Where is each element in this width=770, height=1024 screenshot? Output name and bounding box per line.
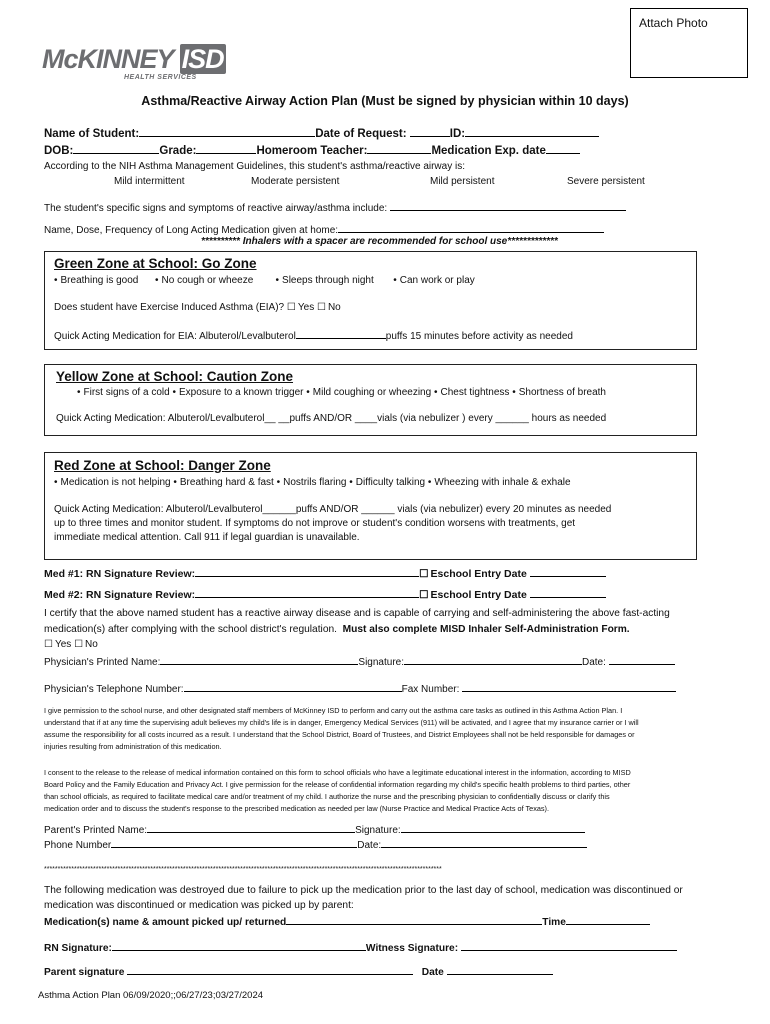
consent-2-line: medication order and to discuss the student's response to the prescribed medication as needed per law (Nurse Practice and Medical Practice Acts of Texas). [44, 804, 550, 813]
med1-eschool-date-field[interactable] [530, 566, 606, 577]
long-acting-label: Name, Dose, Frequency of Long Acting Medication given at home: [44, 225, 339, 236]
parent-name-field[interactable] [147, 822, 355, 833]
certify-line-2 [44, 624, 630, 635]
severity-option-moderate-persistent[interactable]: Moderate persistent [251, 176, 340, 187]
form-title: Asthma/Reactive Airway Action Plan (Must be signed by physician within 10 days) [141, 94, 629, 108]
destroyed-line-1: The following medication was destroyed due to failure to pick up the medication prior to the last day of school, medication was discontinued or [44, 885, 683, 896]
med1-signature-row [44, 566, 606, 580]
consent-1-line: injuries resulting from administration of this medication. [44, 742, 222, 751]
physician-phone-label: Physician's Telephone Number: [44, 684, 184, 695]
destroyed-date-field[interactable] [447, 964, 553, 975]
certify-yes-no [44, 639, 98, 650]
parent-name-label: Parent's Printed Name: [44, 825, 148, 836]
yellow-medication-line: Quick Acting Medication: Albuterol/Levalbuterol__ __puffs AND/OR ____vials (via nebulizer ) every ______ hours as needed [56, 413, 607, 424]
green-zone [44, 251, 697, 350]
eia-yes-checkbox[interactable]: ☐ Yes [287, 302, 314, 313]
yellow-bullet: • First signs of a cold [77, 387, 170, 398]
red-bullet: • Wheezing with inhale & exhale [428, 477, 571, 488]
time-label: Time [542, 917, 566, 928]
picked-up-row [44, 914, 650, 928]
student-name-label: Name of Student: [44, 128, 140, 140]
physician-name-label: Physician's Printed Name: [44, 657, 161, 668]
yellow-bullet-row [77, 387, 606, 398]
physician-date-label: Date: [582, 657, 606, 668]
eia-no-checkbox[interactable]: ☐ No [317, 302, 341, 313]
fax-label: Fax Number: [401, 684, 460, 695]
med2-signature-row [44, 587, 606, 601]
med2-label: Med #2: RN Signature Review: [44, 589, 196, 601]
date-request-label: Date of Request: [315, 128, 407, 140]
grade-label: Grade: [159, 145, 197, 157]
parent-phone-field[interactable] [111, 837, 357, 848]
physician-signature-label: Signature: [358, 657, 404, 668]
parent-sig-label: Parent signature [44, 967, 125, 978]
green-zone-title: Green Zone at School: Go Zone [54, 256, 257, 271]
parent-name-row [44, 822, 585, 836]
physician-name-field[interactable] [160, 654, 358, 665]
logo-isd: ISD [181, 44, 224, 74]
date-request-field[interactable] [410, 126, 450, 137]
signs-row [44, 200, 626, 214]
med1-label: Med #1: RN Signature Review: [44, 568, 196, 580]
certify-no-checkbox[interactable]: ☐ No [74, 639, 98, 650]
physician-name-row [44, 654, 675, 668]
med2-eschool-date-field[interactable] [530, 587, 606, 598]
rn-signature-field[interactable] [112, 940, 366, 951]
red-bullet: • Nostrils flaring [277, 477, 347, 488]
fax-field[interactable] [462, 681, 676, 692]
logo-text: McKINNEY [42, 44, 174, 74]
med1-signature-field[interactable] [195, 566, 419, 577]
certify-line-1: I certify that the above named student has a reactive airway disease and is capable of carrying and self-administering the above fast-acting [44, 608, 670, 619]
severity-option-mild-intermittent[interactable]: Mild intermittent [114, 176, 185, 187]
consent-2-line: I consent to the release to the release of medical information contained on this form to school officials who have a legitimate educational interest in the information, according to MISD [44, 768, 631, 777]
yellow-bullet: • Shortness of breath [512, 387, 606, 398]
parent-signature-label: Signature: [355, 825, 401, 836]
consent-2-line: Board Policy and the Family Education and Privacy Act. I give permission for the release of confidential information regarding my child's specific health problems to third parties, other [44, 780, 631, 789]
yellow-bullet: • Exposure to a known trigger [172, 387, 303, 398]
parent-phone-row [44, 837, 587, 851]
med2-eschool-checkbox[interactable]: ☐ Eschool Entry Date [419, 589, 527, 601]
student-name-row [44, 126, 599, 140]
red-bullet: • Medication is not helping [54, 477, 171, 488]
parent-phone-label: Phone Number [44, 840, 112, 851]
red-bullet: • Breathing hard & fast [173, 477, 273, 488]
physician-phone-field[interactable] [184, 681, 402, 692]
destroyed-line-2: medication was discontinued or medication was picked up by parent: [44, 900, 354, 911]
physician-signature-field[interactable] [404, 654, 582, 665]
consent-1-line: I give permission to the school nurse, and other designated staff members of McKinney ISD to perform and carry out the asthma care tasks as outlined in this Asthma Action Plan. I [44, 706, 623, 715]
red-zone [44, 452, 697, 560]
time-field[interactable] [566, 914, 650, 925]
student-name-field[interactable] [139, 126, 315, 137]
physician-phone-row [44, 681, 676, 695]
certify-form-note: Must also complete MISD Inhaler Self-Administration Form. [342, 624, 630, 635]
teacher-field[interactable] [367, 143, 431, 154]
consent-paragraph-1 [44, 705, 724, 753]
green-bullet: • No cough or wheeze [155, 275, 253, 286]
yellow-bullet: • Chest tightness [434, 387, 509, 398]
dob-label: DOB: [44, 145, 74, 157]
eia-medication-suffix: puffs 15 minutes before activity as needed [385, 331, 573, 342]
id-field[interactable] [465, 126, 599, 137]
severity-intro: According to the NIH Asthma Management Guidelines, this student's asthma/reactive airway is: [44, 161, 465, 172]
eia-puffs-field[interactable] [296, 328, 386, 339]
grade-field[interactable] [196, 143, 256, 154]
severity-option-mild-persistent[interactable]: Mild persistent [430, 176, 495, 187]
consent-1-line: understand that if at any time the supervising adult believes my child's life is in danger, Emergency Medical Services (911) will be activated, and I agree that my insurance carrier or I will [44, 718, 639, 727]
red-bullet: • Difficulty talking [349, 477, 425, 488]
yellow-zone-title: Yellow Zone at School: Caution Zone [56, 369, 294, 384]
eia-question-row [54, 302, 341, 313]
picked-up-field[interactable] [286, 914, 542, 925]
consent-paragraph-2 [44, 767, 724, 815]
red-zone-title: Red Zone at School: Danger Zone [54, 458, 271, 473]
long-acting-field[interactable] [338, 222, 604, 233]
destroyed-date-label: Date [421, 967, 444, 978]
eia-question: Does student have Exercise Induced Asthma (EIA)? [54, 302, 285, 313]
med2-signature-field[interactable] [195, 587, 419, 598]
consent-2-line: than school officials, as required to facilitate medical care and/or treatment of my child. I authorize the nurse and the prescribing physician to confidentially discuss or clarify this [44, 792, 610, 801]
spacer-note: ********** Inhalers with a spacer are recommended for school use************* [201, 236, 558, 247]
separator-line: ************************************************************************************************************************************************** [44, 866, 442, 873]
red-bullet-row [54, 477, 571, 488]
red-medication-line-2: up to three times and monitor student. If symptoms do not improve or student's condition worsens with treatments, get [54, 518, 576, 529]
eia-medication-label: Quick Acting Medication for EIA: Albuterol/Levalbuterol [54, 331, 296, 342]
green-bullet: • Can work or play [393, 275, 475, 286]
severity-option-severe-persistent[interactable]: Severe persistent [567, 176, 645, 187]
signs-field[interactable] [390, 200, 626, 211]
red-medication-line-1: Quick Acting Medication: Albuterol/Levalbuterol______puffs AND/OR ______ vials (via nebulizer) every 20 minutes as needed [54, 504, 612, 515]
parent-signature-row [44, 964, 553, 978]
logo-subtitle: HEALTH SERVICES [124, 74, 197, 81]
green-bullet: • Sleeps through night [276, 275, 374, 286]
id-label: ID: [449, 128, 466, 140]
consent-1-line: assume the responsibility for all costs incurred as a result. I understand that the School District, Board of Trustees, and District Employees shall not be held responsible for damages or [44, 730, 635, 739]
witness-signature-field[interactable] [461, 940, 677, 951]
red-medication-line-3: immediate medical attention. Call 911 if legal guardian is unavailable. [54, 532, 360, 543]
form-version-footer: Asthma Action Plan 06/09/2020;;06/27/23;03/27/2024 [38, 990, 264, 1001]
yellow-zone [44, 364, 697, 436]
med1-eschool-checkbox[interactable]: ☐ Eschool Entry Date [419, 568, 527, 580]
eia-medication-row [54, 328, 573, 342]
long-acting-row [44, 222, 604, 236]
parent-signature-field[interactable] [401, 822, 585, 833]
attach-photo-box[interactable] [630, 8, 748, 78]
certify-yes-checkbox[interactable]: ☐ Yes [44, 639, 71, 650]
parent-sig-field[interactable] [127, 964, 413, 975]
attach-photo-label: Attach Photo [639, 16, 708, 30]
med-exp-field[interactable] [546, 143, 580, 154]
signs-label: The student's specific signs and symptoms of reactive airway/asthma include: [44, 203, 388, 214]
rn-signature-label: RN Signature: [44, 943, 112, 954]
picked-up-label: Medication(s) name & amount picked up/ returned [44, 917, 287, 928]
yellow-bullet: • Mild coughing or wheezing [306, 387, 431, 398]
certify-line-2-text: medication(s) after complying with the school district's regulation. [44, 624, 337, 635]
teacher-label: Homeroom Teacher: [256, 145, 368, 157]
green-bullet: • Breathing is good [54, 275, 138, 286]
parent-date-label: Date: [357, 840, 382, 851]
green-bullet-row [54, 275, 475, 286]
dob-field[interactable] [73, 143, 159, 154]
witness-signature-label: Witness Signature: [365, 943, 459, 954]
med-exp-label: Medication Exp. date [431, 145, 546, 157]
district-logo [42, 46, 226, 81]
rn-witness-row [44, 940, 677, 954]
physician-date-field[interactable] [609, 654, 675, 665]
parent-date-field[interactable] [381, 837, 587, 848]
student-dob-row [44, 143, 580, 157]
